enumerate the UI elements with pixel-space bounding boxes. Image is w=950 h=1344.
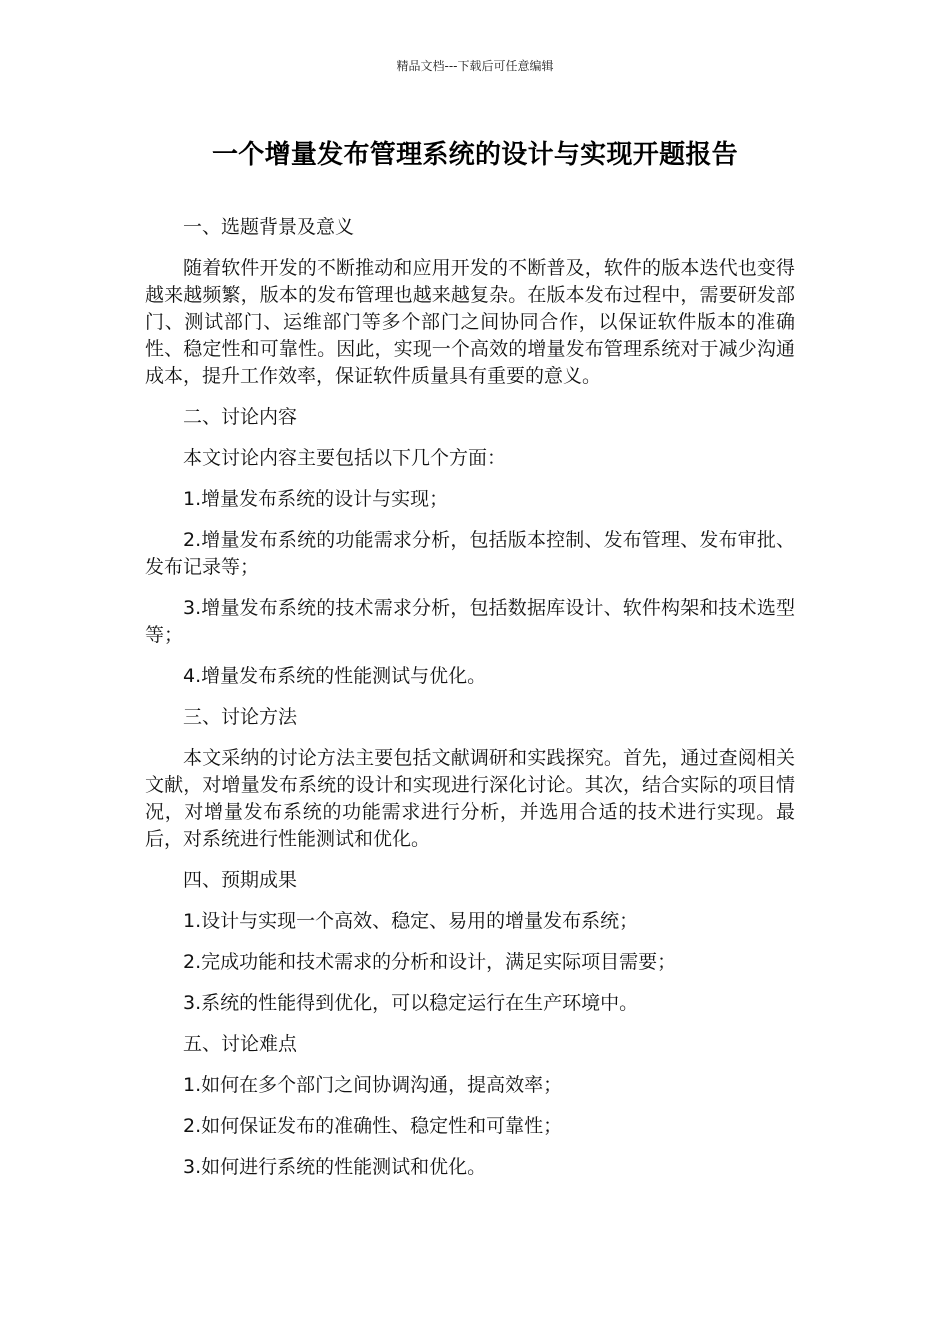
list-item-content-1: 1.增量发布系统的设计与实现； <box>183 488 449 510</box>
document-body <box>145 214 795 1195</box>
document-title: 一个增量发布管理系统的设计与实现开题报告 <box>211 140 738 170</box>
section-heading-background: 一、选题背景及意义 <box>183 216 355 238</box>
paragraph-content-intro: 本文讨论内容主要包括以下几个方面： <box>183 447 507 469</box>
list-item-difficulties-2: 2.如何保证发布的准确性、稳定性和可靠性； <box>183 1115 563 1137</box>
section-heading-content: 二、讨论内容 <box>183 406 298 428</box>
paragraph-method: 本文采纳的讨论方法主要包括文献调研和实践探究。首先，通过查阅相关文献，对增量发布系统的设计和实现进行深化讨论。其次，结合实际的项目情况，对增量发布系统的功能需求进行分析，并选用合适的技术进行实现。最后，对系统进行性能测试和优化。 <box>145 747 795 850</box>
list-item-results-3: 3.系统的性能得到优化，可以稳定运行在生产环境中。 <box>183 992 639 1014</box>
list-item-results-2: 2.完成功能和技术需求的分析和设计，满足实际项目需要； <box>183 951 677 973</box>
paragraph-background: 随着软件开发的不断推动和应用开发的不断普及，软件的版本迭代也变得越来越频繁，版本的发布管理也越来越复杂。在版本发布过程中，需要研发部门、测试部门、运维部门等多个部门之间协同合作，以保证软件版本的准确性、稳定性和可靠性。因此，实现一个高效的增量发布管理系统对于减少沟通成本，提升工作效率，保证软件质量具有重要的意义。 <box>145 257 795 387</box>
list-item-content-2: 2.增量发布系统的功能需求分析，包括版本控制、发布管理、发布审批、发布记录等； <box>145 529 795 578</box>
list-item-difficulties-1: 1.如何在多个部门之间协调沟通，提高效率； <box>183 1074 563 1096</box>
list-item-results-1: 1.设计与实现一个高效、稳定、易用的增量发布系统； <box>183 910 639 932</box>
list-item-content-3: 3.增量发布系统的技术需求分析，包括数据库设计、软件构架和技术选型等； <box>145 597 795 646</box>
section-heading-method: 三、讨论方法 <box>183 706 298 728</box>
page-header-watermark: 精品文档---下载后可任意编辑 <box>396 59 554 73</box>
section-heading-results: 四、预期成果 <box>183 869 298 891</box>
list-item-content-4: 4.增量发布系统的性能测试与优化。 <box>183 665 487 687</box>
list-item-difficulties-3: 3.如何进行系统的性能测试和优化。 <box>183 1156 487 1178</box>
section-heading-difficulties: 五、讨论难点 <box>183 1033 298 1055</box>
